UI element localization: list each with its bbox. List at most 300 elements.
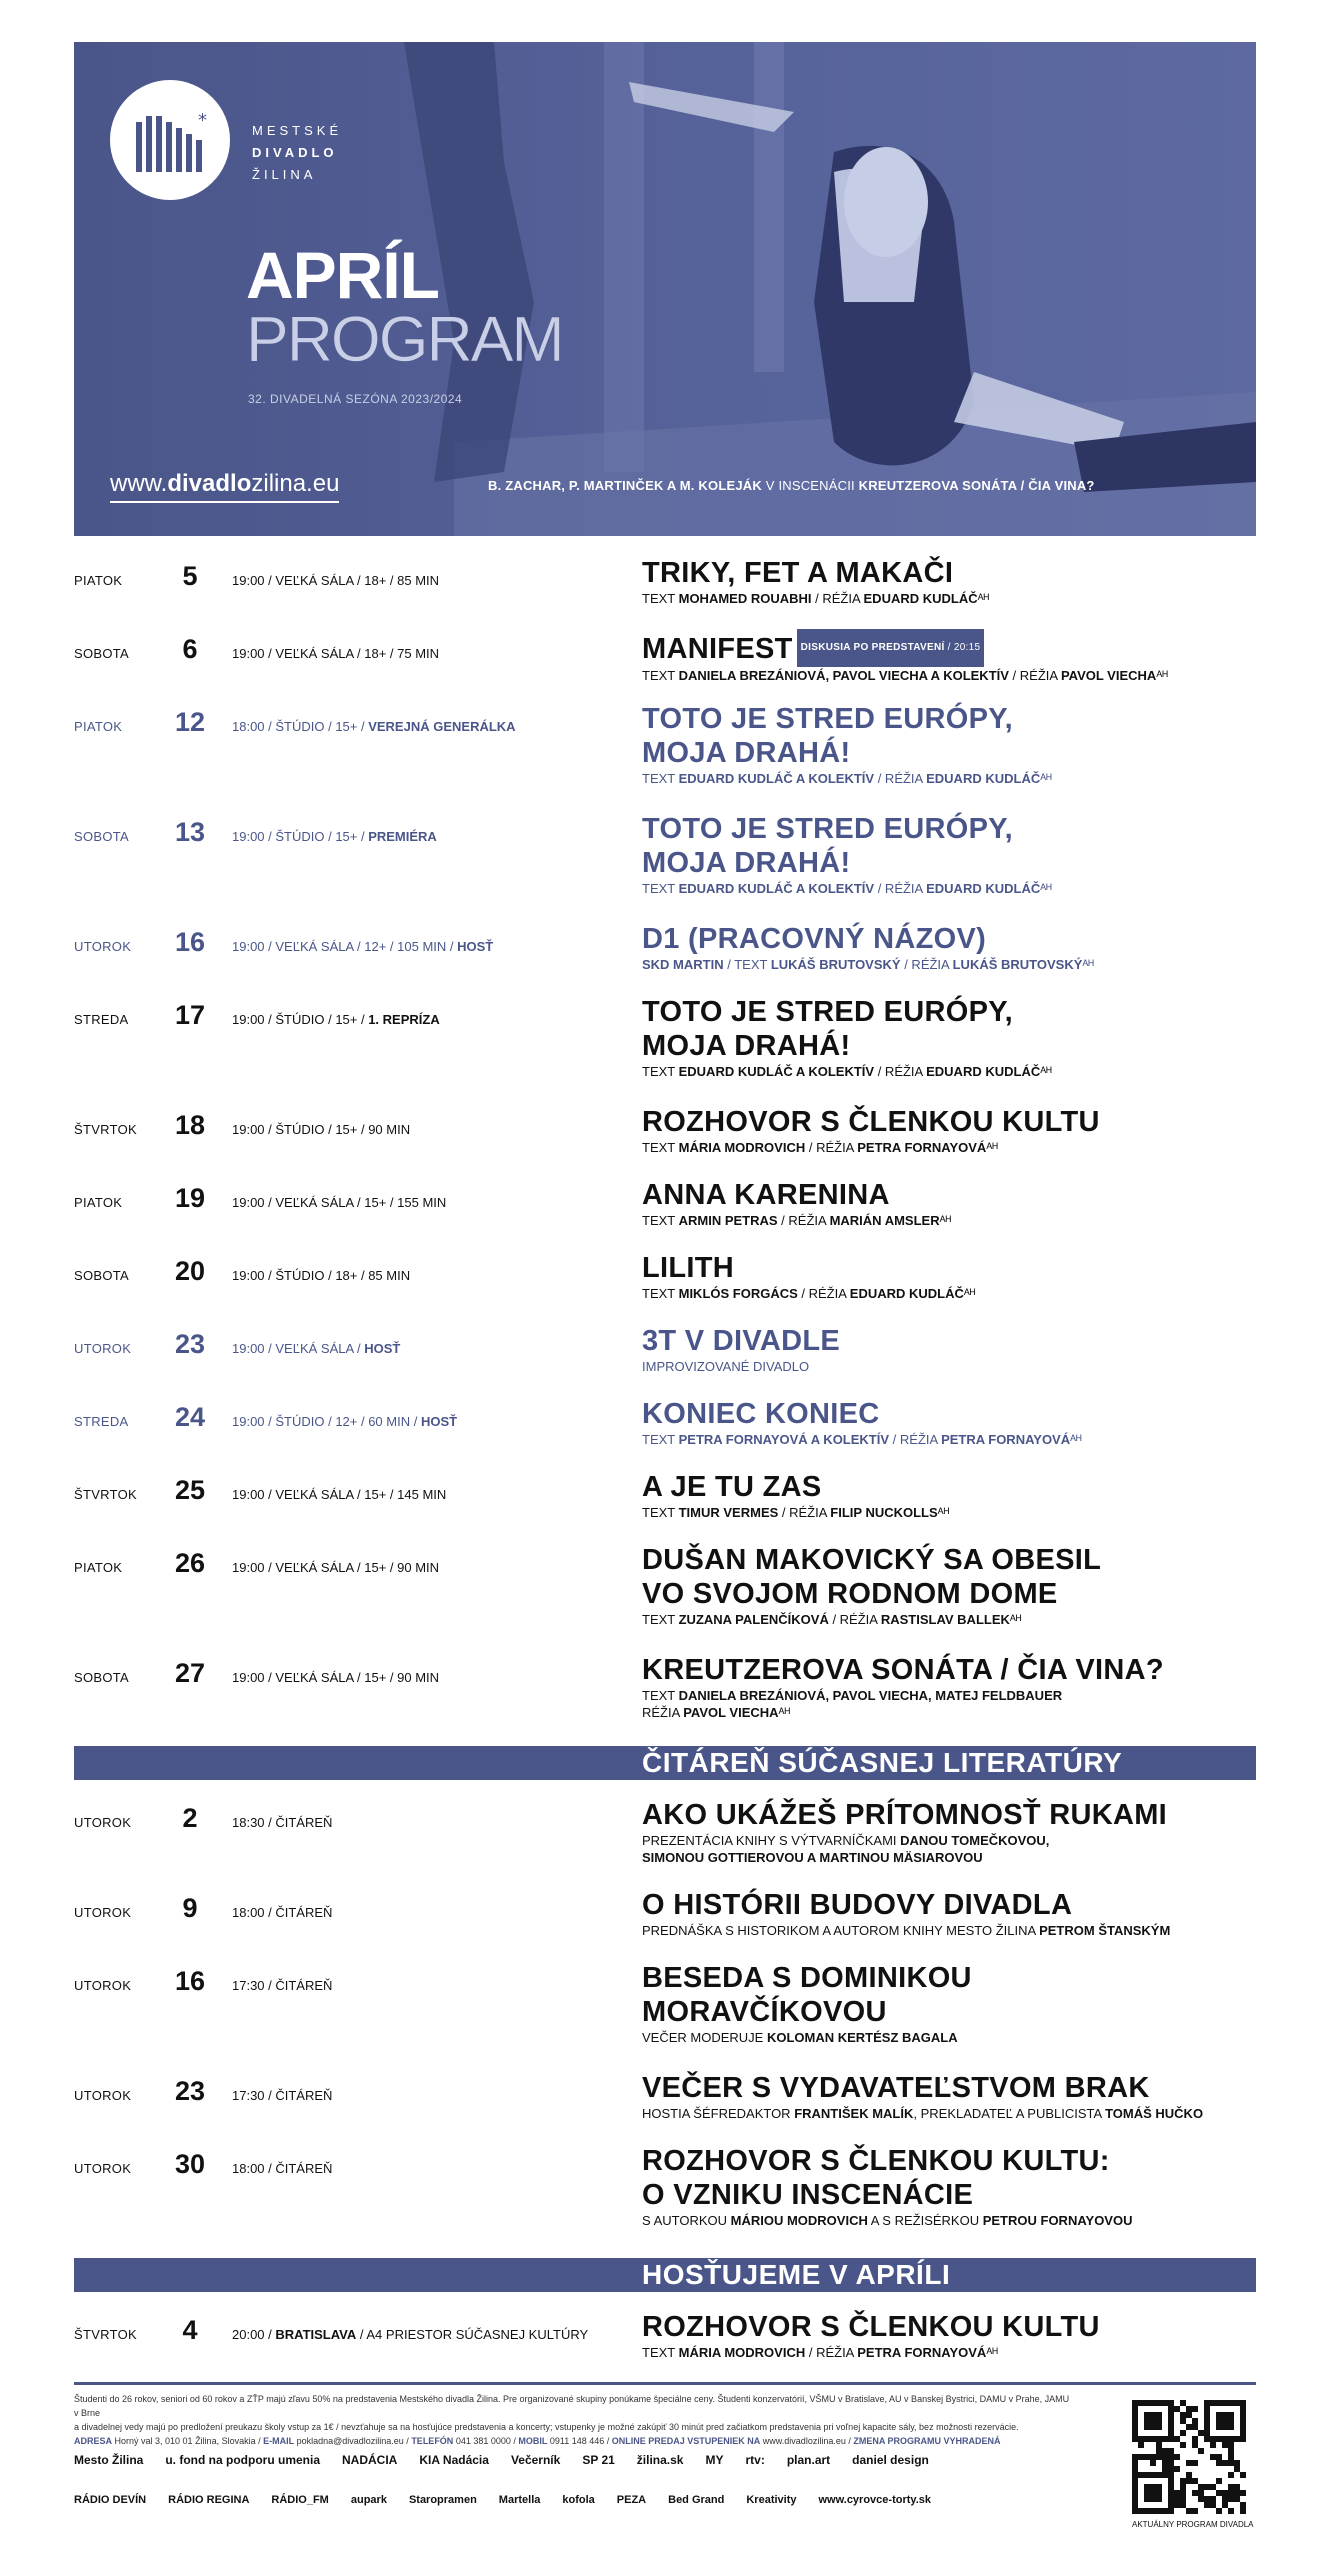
credit-name: PETRA FORNAYOVÁ A KOLEKTÍV	[678, 1432, 890, 1447]
footer-contact-part: ONLINE PREDAJ VSTUPENIEK NA	[611, 2436, 761, 2446]
credit-name: PETRA FORNAYOVÁ	[857, 2345, 987, 2360]
event-credits	[642, 1063, 1262, 1080]
event-day: UTOROK	[74, 2161, 132, 2176]
event-credits	[642, 2105, 1262, 2122]
event-title[interactable]: LILITH	[642, 1252, 735, 1284]
event-details	[642, 2310, 1262, 2361]
event-info	[232, 2327, 588, 2342]
event-date: 16	[174, 1966, 206, 1996]
event-day: SOBOTA	[74, 1268, 130, 1283]
event-date: 23	[174, 2076, 206, 2106]
event-info-text: 19:00 / ŠTÚDIO / 12+ / 60 MIN /	[232, 1414, 421, 1429]
credit-role: / RÉŽIA	[811, 591, 864, 606]
event-details	[642, 2071, 1262, 2122]
event-date: 2	[182, 1803, 198, 1833]
credit-name: PETRA FORNAYOVÁ	[857, 1140, 987, 1155]
event-details	[642, 702, 1262, 787]
event-info-text: 19:00 / ŠTÚDIO / 15+ / 90 MIN	[232, 1122, 411, 1137]
event-info-highlight: PREMIÉRA	[368, 829, 437, 844]
footer-contact-part: www.divadlozilina.eu /	[760, 2436, 854, 2446]
credit-role: PREZENTÁCIA KNIHY S VÝTVARNÍČKAMI	[642, 1833, 901, 1848]
event-credits	[642, 1611, 1262, 1628]
credit-role: ᴬᴴ	[977, 591, 990, 606]
event-credits	[642, 770, 1262, 787]
credit-role: ᴬᴴ	[939, 1213, 952, 1228]
event-info	[232, 646, 439, 661]
credit-role: TEXT	[642, 1286, 679, 1301]
event-date: 4	[182, 2315, 198, 2345]
event-details	[642, 1798, 1262, 1866]
event-title[interactable]: TOTO JE STRED EURÓPY,	[642, 996, 1014, 1028]
event-day: PIATOK	[74, 1195, 123, 1210]
sponsor-logo: Martella	[498, 2494, 541, 2506]
section-reading-bar	[74, 1746, 1256, 1780]
credit-role: / RÉŽIA	[1008, 668, 1061, 683]
url-suffix: zilina.eu	[251, 470, 340, 497]
event-title[interactable]: ROZHOVOR S ČLENKOU KULTU	[642, 1106, 1100, 1138]
event-title[interactable]: O VZNIKU INSCENÁCIE	[642, 2179, 974, 2211]
event-info	[232, 573, 439, 588]
event-info-text: 19:00 / VEĽKÁ SÁLA / 18+ / 75 MIN	[232, 646, 440, 661]
caption-actors: B. ZACHAR, P. MARTINČEK A M. KOLEJÁK	[488, 478, 762, 493]
event-day: STREDA	[74, 1414, 129, 1429]
sponsors-row-1	[74, 2440, 1074, 2480]
credit-role: ᴬᴴ	[1070, 1432, 1082, 1447]
event-day: ŠTVRTOK	[74, 1122, 138, 1137]
event-credits	[642, 1431, 1262, 1448]
event-credits	[642, 1832, 1262, 1849]
credit-name: LUKÁŠ BRUTOVSKÝ	[952, 957, 1083, 972]
credit-role: TEXT	[642, 1064, 679, 1079]
event-info-venue: / A4 PRIESTOR SÚČASNEJ KULTÚRY	[356, 2327, 589, 2342]
discussion-badge	[797, 629, 985, 667]
credit-role: ᴬᴴ	[1082, 957, 1094, 972]
credit-role: ᴬᴴ	[963, 1286, 976, 1301]
sponsor-logo: RÁDIO REGINA	[168, 2494, 250, 2506]
event-date: 25	[174, 1475, 206, 1505]
event-title[interactable]: 3T V DIVADLE	[642, 1325, 841, 1357]
event-day: UTOROK	[74, 1905, 132, 1920]
event-details	[642, 1543, 1262, 1628]
season-label: 32. DIVADELNÁ SEZÓNA 2023/2024	[248, 392, 463, 406]
event-details	[642, 2144, 1262, 2229]
event-date: 27	[174, 1658, 206, 1688]
footer-contact-part: TELEFÓN	[411, 2436, 454, 2446]
event-credits	[642, 880, 1262, 897]
event-day: SOBOTA	[74, 1670, 130, 1685]
event-info	[232, 1487, 446, 1502]
page-title: APRÍL	[246, 238, 439, 312]
event-info-text: 19:00 / VEĽKÁ SÁLA / 15+ / 90 MIN	[232, 1560, 440, 1575]
page	[74, 42, 1256, 2529]
event-title[interactable]: MOJA DRAHÁ!	[642, 847, 851, 879]
credit-role: / RÉŽIA	[874, 771, 927, 786]
sponsor-logo: NADÁCIA	[342, 2453, 398, 2467]
credit-role: / RÉŽIA	[778, 1505, 831, 1520]
url-prefix: www.	[110, 470, 168, 497]
event-info	[232, 939, 493, 954]
event-details	[642, 1653, 1262, 1721]
event-credits	[642, 590, 1262, 607]
credit-name: MARIÁN AMSLER	[829, 1213, 940, 1228]
section-reading-title: ČITÁREŇ SÚČASNEJ LITERATÚRY	[642, 1747, 1123, 1778]
credit-role: ᴬᴴ	[986, 2345, 998, 2360]
event-title[interactable]: VO SVOJOM RODNOM DOME	[642, 1578, 1058, 1610]
credit-name: KOLOMAN KERTÉSZ BAGALA	[766, 2030, 958, 2045]
event-date: 30	[174, 2149, 206, 2179]
url-bold: divadlo	[167, 470, 252, 497]
event-details	[642, 1251, 1262, 1302]
credit-role: TEXT	[642, 1505, 679, 1520]
event-info-highlight: HOSŤ	[364, 1341, 401, 1356]
credit-name: PETROM ŠTANSKÝM	[1039, 1923, 1171, 1938]
event-info	[232, 1560, 439, 1575]
footer-contact-part: 041 381 0000 /	[453, 2436, 519, 2446]
event-info-highlight: BRATISLAVA	[275, 2327, 357, 2342]
credit-role: VEČER MODERUJE	[642, 2030, 767, 2045]
qr-caption: AKTUÁLNY PROGRAM DIVADLA	[1132, 2520, 1254, 2529]
event-credits	[642, 1285, 1262, 1302]
badge-text: DISKUSIA PO PREDSTAVENÍ	[800, 642, 945, 653]
credit-role: / RÉŽIA	[797, 1286, 850, 1301]
event-date: 5	[182, 561, 198, 591]
credit-role: S AUTORKOU	[642, 2213, 731, 2228]
credit-role: ᴬᴴ	[778, 1705, 791, 1720]
footer-contact-part: pokladna@divadlozilina.eu /	[294, 2436, 412, 2446]
event-details	[642, 556, 1262, 607]
event-info-text: 18:00 / ČITÁREŇ	[232, 1905, 333, 1920]
event-info-highlight: HOSŤ	[457, 939, 494, 954]
credit-name: DANOU TOMEČKOVOU,	[900, 1833, 1050, 1848]
credit-role: / RÉŽIA	[805, 1140, 858, 1155]
event-credits	[642, 2344, 1262, 2361]
event-day: PIATOK	[74, 719, 123, 734]
sponsor-logo: kofola	[562, 2494, 595, 2506]
event-info	[232, 1978, 332, 1993]
caption-mid: V INSCENÁCII	[765, 478, 855, 493]
event-details	[642, 995, 1262, 1080]
event-title[interactable]: A JE TU ZAS	[642, 1471, 822, 1503]
event-info-text: 19:00 / VEĽKÁ SÁLA / 18+ / 85 MIN	[232, 573, 440, 588]
event-day: ŠTVRTOK	[74, 1487, 138, 1502]
program-list	[74, 536, 1256, 2529]
credit-name: PAVOL VIECHA	[1060, 668, 1157, 683]
credit-role: TEXT	[642, 591, 679, 606]
credit-name: EDUARD KUDLÁČ	[849, 1286, 964, 1301]
event-info	[232, 2088, 332, 2103]
section-guest-bar	[74, 2258, 1256, 2292]
footer-line-1: Študenti do 26 rokov, seniori od 60 rokov a ZŤP majú zľavu 50% na predstavenia Mestského divadla Žilina. Pre organizované skupiny ponúkame špeciálne ceny. Študenti konzervatórií, VŠMU v Bratislave, AU v Banskej Bystrici, DAMU v Prahe, JAMU v Brne	[74, 2394, 1070, 2418]
sponsor-logo: RÁDIO DEVÍN	[74, 2494, 147, 2506]
credit-role: / RÉŽIA	[828, 1612, 881, 1627]
credit-role: TEXT	[642, 881, 679, 896]
sponsor-logo: Večerník	[510, 2453, 561, 2467]
event-title[interactable]: MOJA DRAHÁ!	[642, 1030, 851, 1062]
event-day: UTOROK	[74, 2088, 132, 2103]
credit-role: / RÉŽIA	[900, 957, 953, 972]
credit-role: ᴬᴴ	[986, 1140, 998, 1155]
event-credits	[642, 1687, 1262, 1704]
event-info-text: 18:30 / ČITÁREŇ	[232, 1815, 333, 1830]
event-info	[232, 719, 516, 734]
event-info	[232, 1815, 332, 1830]
credit-name: EDUARD KUDLÁČ A KOLEKTÍV	[678, 881, 875, 896]
event-info	[232, 1414, 457, 1429]
sponsor-logo: aupark	[350, 2494, 387, 2506]
credit-role: A S REŽISÉRKOU	[867, 2213, 983, 2228]
page-subtitle: PROGRAM	[246, 303, 563, 375]
credit-name: MÁRIA MODROVICH	[678, 2345, 806, 2360]
credit-role: IMPROVIZOVANÉ DIVADLO	[642, 1359, 810, 1374]
event-date: 17	[174, 1000, 206, 1030]
credit-role: TEXT	[642, 1140, 679, 1155]
credit-role: / RÉŽIA	[874, 881, 927, 896]
footer-divider	[74, 2382, 1256, 2385]
credit-role: HOSTIA ŠÉFREDAKTOR	[642, 2106, 795, 2121]
event-credits	[642, 2029, 1262, 2046]
event-credits	[642, 1849, 1262, 1866]
event-title[interactable]: TOTO JE STRED EURÓPY,	[642, 703, 1014, 735]
footer-contact-part: ADRESA	[74, 2436, 113, 2446]
credit-role: PREDNÁŠKA S HISTORIKOM A AUTOROM KNIHY MESTO ŽILINA	[642, 1923, 1040, 1938]
event-info-text: 19:00 / VEĽKÁ SÁLA / 15+ / 90 MIN	[232, 1670, 440, 1685]
event-info-text: 19:00 / ŠTÚDIO / 15+ /	[232, 829, 369, 844]
event-title[interactable]: MOJA DRAHÁ!	[642, 737, 851, 769]
credit-role: / TEXT	[723, 957, 771, 972]
footer-contact-part: MOBIL	[518, 2436, 548, 2446]
credit-name: RASTISLAV BALLEK	[880, 1612, 1010, 1627]
credit-role: TEXT	[642, 668, 679, 683]
event-credits	[642, 1139, 1262, 1156]
credit-name: EDUARD KUDLÁČ A KOLEKTÍV	[678, 771, 875, 786]
event-info	[232, 1195, 446, 1210]
credit-name: FILIP NUCKOLLS	[830, 1505, 938, 1520]
event-info-text: 19:00 / ŠTÚDIO / 15+ /	[232, 1012, 369, 1027]
sponsor-logo: Staropramen	[408, 2494, 477, 2506]
event-info-text: 19:00 / VEĽKÁ SÁLA / 15+ / 145 MIN	[232, 1487, 447, 1502]
event-title[interactable]: ROZHOVOR S ČLENKOU KULTU:	[642, 2145, 1110, 2177]
credit-role: / RÉŽIA	[889, 1432, 942, 1447]
event-details	[642, 1397, 1262, 1448]
credit-name: DANIELA BREZÁNIOVÁ, PAVOL VIECHA, MATEJ FELDBAUER	[678, 1688, 1063, 1703]
event-details	[642, 1105, 1262, 1156]
credit-name: EDUARD KUDLÁČ	[926, 1064, 1041, 1079]
credit-role: / RÉŽIA	[777, 1213, 830, 1228]
event-title[interactable]: ROZHOVOR S ČLENKOU KULTU	[642, 2311, 1100, 2343]
event-details	[642, 812, 1262, 897]
caption-show: KREUTZEROVA SONÁTA / ČIA VINA?	[858, 478, 1095, 493]
credit-name: MÁRIOU MODROVICH	[730, 2213, 868, 2228]
credit-name: MOHAMED ROUABHI	[678, 591, 812, 606]
event-info	[232, 1268, 410, 1283]
event-title[interactable]: DUŠAN MAKOVICKÝ SA OBESIL	[642, 1544, 1102, 1576]
event-date: 26	[174, 1548, 206, 1578]
credit-role: TEXT	[642, 1688, 679, 1703]
event-date: 16	[174, 927, 206, 957]
event-credits	[642, 956, 1262, 973]
footer-line-2: a divadelnej vedy majú po predložení preukazu školy vstup za 1€ / nevzťahuje sa na hosťujúce predstavenia a koncerty; vstupenky je možné zakúpiť 30 minút pred začiatkom predstavenia pri voľnej kapacite sály, bez možnosti rezervácie.	[74, 2422, 1019, 2432]
event-date: 12	[174, 707, 206, 737]
event-credits	[642, 1504, 1262, 1521]
event-title[interactable]: KREUTZEROVA SONÁTA / ČIA VINA?	[642, 1654, 1164, 1686]
event-day: PIATOK	[74, 1560, 123, 1575]
event-day: SOBOTA	[74, 646, 130, 661]
event-day: PIATOK	[74, 573, 123, 588]
credit-role: TEXT	[642, 1612, 679, 1627]
event-details	[642, 629, 1262, 684]
event-details	[642, 922, 1262, 973]
event-info-text: 19:00 / VEĽKÁ SÁLA /	[232, 1341, 365, 1356]
event-credits	[642, 2212, 1262, 2229]
credit-name: TOMÁŠ HUČKO	[1105, 2106, 1204, 2121]
credit-name: EDUARD KUDLÁČ	[926, 881, 1041, 896]
credit-name: EDUARD KUDLÁČ A KOLEKTÍV	[678, 1064, 875, 1079]
credit-role: ᴬᴴ	[1040, 881, 1052, 896]
credit-name: DANIELA BREZÁNIOVÁ, PAVOL VIECHA A KOLEKTÍV	[678, 668, 1009, 683]
credit-name: EDUARD KUDLÁČ	[863, 591, 978, 606]
event-info	[232, 1012, 440, 1027]
sponsor-logo: rtv:	[745, 2453, 765, 2467]
event-info-text: 17:30 / ČITÁREŇ	[232, 1978, 333, 1993]
event-date: 24	[174, 1402, 206, 1432]
event-info	[232, 2161, 332, 2176]
credit-name: MÁRIA MODROVICH	[678, 1140, 806, 1155]
credit-role: ᴬᴴ	[1009, 1612, 1022, 1627]
event-info-highlight: HOSŤ	[420, 1414, 458, 1429]
credit-name: PETRA FORNAYOVÁ	[941, 1432, 1071, 1447]
credit-role: TEXT	[642, 2345, 679, 2360]
event-date: 18	[174, 1110, 206, 1140]
event-day: STREDA	[74, 1012, 129, 1027]
credit-role: ᴬᴴ	[937, 1505, 950, 1520]
logo	[110, 80, 230, 200]
event-title[interactable]: BESEDA S DOMINIKOU	[642, 1962, 972, 1994]
logo-line-1: MESTSKÉ	[252, 123, 343, 138]
sponsor-logo: PEZA	[616, 2494, 647, 2506]
sponsor-logo: Mesto Žilina	[74, 2453, 144, 2467]
event-credits	[642, 1212, 1262, 1229]
qr-code[interactable]	[1132, 2400, 1246, 2514]
sponsor-logo: u. fond na podporu umenia	[165, 2453, 320, 2467]
event-date: 19	[174, 1183, 206, 1213]
event-title[interactable]: VEČER S VYDAVATEĽSTVOM BRAK	[642, 2072, 1150, 2104]
event-info	[232, 1905, 332, 1920]
credit-name: SIMONOU GOTTIEROVOU A MARTINOU MÄSIAROVOU	[642, 1850, 983, 1865]
event-date: 6	[182, 634, 198, 664]
event-credits	[642, 667, 1262, 684]
event-details	[642, 1324, 1262, 1375]
footer-contact-part: E-MAIL	[263, 2436, 295, 2446]
sponsor-logo: Bed Grand	[668, 2494, 725, 2506]
event-title[interactable]: AKO UKÁŽEŠ PRÍTOMNOSŤ RUKAMI	[642, 1799, 1168, 1831]
sponsor-logo: www.cyrovce-torty.sk	[818, 2494, 931, 2506]
event-info-text: 19:00 / ŠTÚDIO / 18+ / 85 MIN	[232, 1268, 411, 1283]
event-day: ŠTVRTOK	[74, 2327, 138, 2342]
event-title[interactable]: MANIFEST DISKUSIA PO PREDSTAVENÍ / 20:15	[642, 629, 1262, 667]
section-guest-title: HOSŤUJEME V APRÍLI	[642, 2259, 951, 2290]
svg-text:*: *	[198, 110, 207, 131]
hero-banner	[74, 42, 1256, 536]
photo-caption	[488, 478, 1095, 493]
event-details	[642, 1470, 1262, 1521]
event-date: 20	[174, 1256, 206, 1286]
sponsor-logo: Kreativity	[746, 2494, 797, 2506]
event-title[interactable]: O HISTÓRII BUDOVY DIVADLA	[642, 1889, 1073, 1921]
sponsor-logo: RÁDIO_FM	[271, 2494, 329, 2506]
event-date: 9	[182, 1893, 198, 1923]
footer-contact-part: Horný val 3, 010 01 Žilina, Slovakia /	[112, 2436, 264, 2446]
credit-role: ᴬᴴ	[1040, 771, 1052, 786]
website-link[interactable]	[110, 470, 339, 498]
credit-name: LUKÁŠ BRUTOVSKÝ	[770, 957, 901, 972]
sponsor-logo: daniel design	[852, 2453, 929, 2467]
credit-name: PETROU FORNAYOVOU	[982, 2213, 1133, 2228]
event-title[interactable]: TOTO JE STRED EURÓPY,	[642, 813, 1014, 845]
event-day: UTOROK	[74, 1978, 132, 1993]
event-details	[642, 1888, 1262, 1939]
event-day: UTOROK	[74, 1815, 132, 1830]
credit-role: , PREKLADATEĽ A PUBLICISTA	[913, 2106, 1106, 2121]
credit-role: ᴬᴴ	[1156, 668, 1168, 683]
credit-name: PAVOL VIECHA	[683, 1705, 779, 1720]
sponsor-logo: žilina.sk	[636, 2453, 684, 2467]
event-title[interactable]: MORAVČÍKOVOU	[642, 1996, 887, 2028]
logo-text	[252, 120, 342, 186]
credit-role: TEXT	[642, 771, 679, 786]
event-day: SOBOTA	[74, 829, 130, 844]
event-info	[232, 1122, 410, 1137]
event-info-highlight: VEREJNÁ GENERÁLKA	[368, 719, 516, 734]
sponsor-logo: KIA Nadácia	[419, 2453, 489, 2467]
event-date: 13	[174, 817, 206, 847]
sponsors-row-2	[74, 2480, 1074, 2520]
event-info-text: 20:00 /	[232, 2327, 276, 2342]
logo-line-3: ŽILINA	[252, 167, 317, 182]
event-title[interactable]: KONIEC KONIEC	[642, 1398, 880, 1430]
event-info	[232, 1670, 439, 1685]
credit-name: ZUZANA PALENČÍKOVÁ	[678, 1612, 829, 1627]
credit-name: MIKLÓS FORGÁCS	[678, 1286, 798, 1301]
sponsor-logo: SP 21	[582, 2453, 615, 2467]
event-info	[232, 829, 437, 844]
event-credits	[642, 1704, 1262, 1721]
event-info	[232, 1341, 400, 1356]
credit-role: / RÉŽIA	[805, 2345, 858, 2360]
event-day: UTOROK	[74, 1341, 132, 1356]
credit-role: / RÉŽIA	[874, 1064, 927, 1079]
credit-role: TEXT	[642, 1213, 679, 1228]
event-date: 23	[174, 1329, 206, 1359]
event-info-text: 18:00 / ŠTÚDIO / 15+ /	[232, 719, 369, 734]
event-info-text: 19:00 / VEĽKÁ SÁLA / 15+ / 155 MIN	[232, 1195, 447, 1210]
sponsor-logo: plan.art	[786, 2453, 831, 2467]
event-title[interactable]: TRIKY, FET A MAKAČI	[642, 557, 954, 589]
footer-contact-part: 0911 148 446 /	[547, 2436, 612, 2446]
event-details	[642, 1178, 1262, 1229]
credit-name: SKD MARTIN	[642, 957, 724, 972]
credit-role: TEXT	[642, 1432, 679, 1447]
event-details	[642, 1961, 1262, 2046]
sponsor-logo: MY	[705, 2453, 724, 2467]
event-day: UTOROK	[74, 939, 132, 954]
credit-name: ARMIN PETRAS	[678, 1213, 778, 1228]
event-title[interactable]: D1 (PRACOVNÝ NÁZOV)	[642, 923, 987, 955]
credit-role: RÉŽIA	[642, 1705, 684, 1720]
event-info-text: 19:00 / VEĽKÁ SÁLA / 12+ / 105 MIN /	[232, 939, 458, 954]
logo-line-2: DIVADLO	[252, 145, 338, 160]
credit-name: EDUARD KUDLÁČ	[926, 771, 1041, 786]
event-title[interactable]: ANNA KARENINA	[642, 1179, 890, 1211]
